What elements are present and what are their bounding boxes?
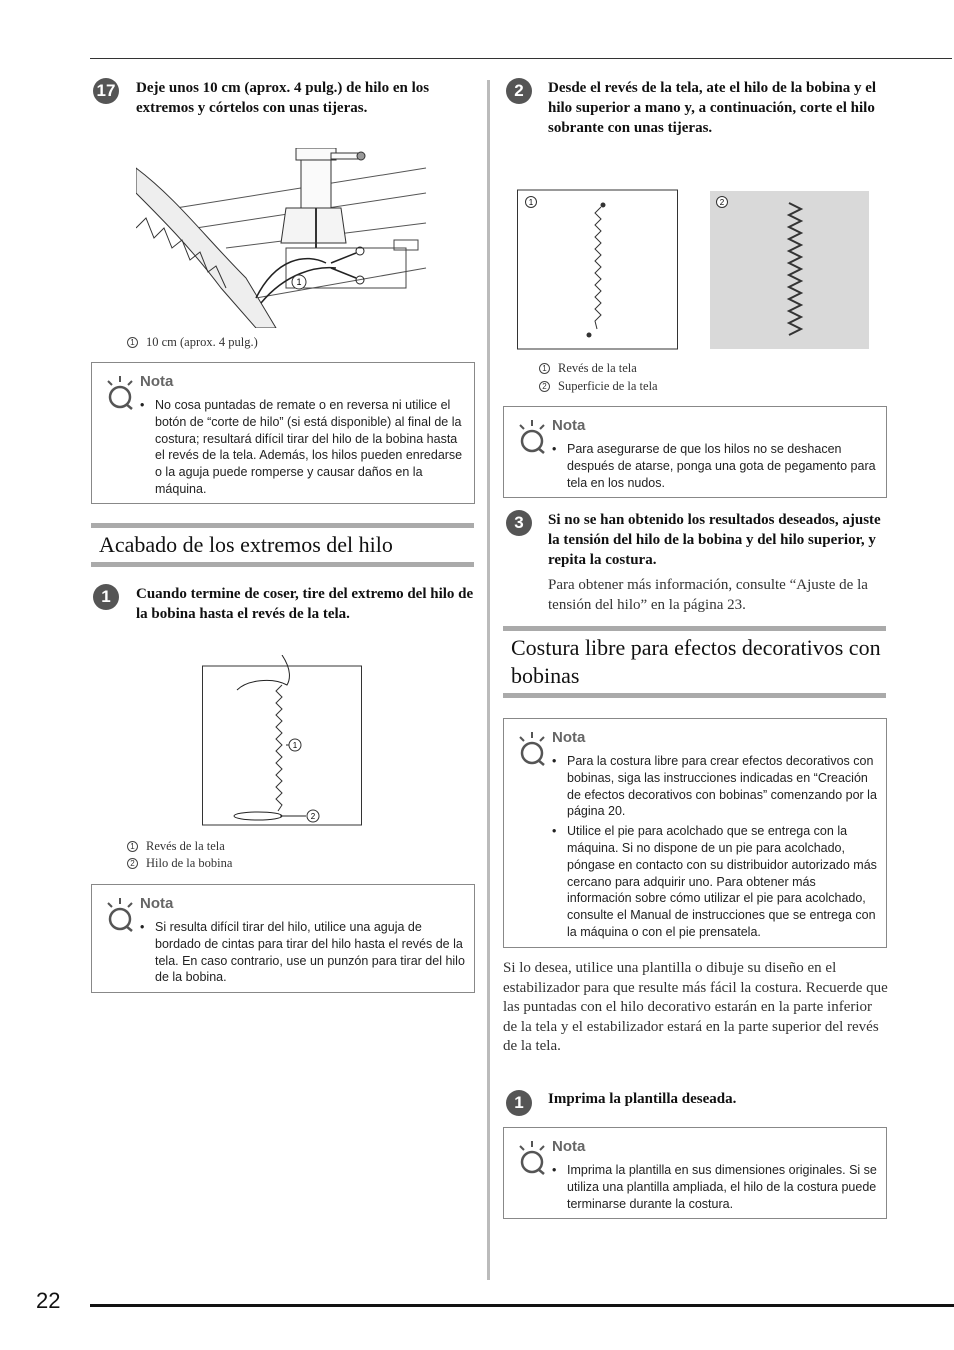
note-list <box>552 441 880 494</box>
note-list <box>552 1162 880 1215</box>
section-heading-1 <box>91 523 474 567</box>
lightbulb-note-icon <box>516 1140 550 1176</box>
note-box-3 <box>503 406 887 498</box>
note-list <box>140 397 468 501</box>
fig3-caption-2: 2 Superficie de la tela <box>539 378 658 395</box>
lightbulb-note-icon <box>516 731 550 767</box>
callout-1: 1 <box>296 277 302 287</box>
fig2-caption-1: 1 Revés de la tela <box>127 838 225 855</box>
section-heading-2 <box>503 626 886 698</box>
note-item: • Para la costura libre para crear efectos decorativos con bobinas, siga las instrucciones indicadas en “Creación de efectos decorativos con bobinas” comenzando por la página 20. <box>552 753 880 820</box>
step-3-text: Si no se han obtenido los resultados deseados, ajuste la tensión del hilo de la bobina y del hilo superior, y repita la costura. <box>548 512 881 568</box>
section-title: Costura libre para efectos decorativos con bobinas <box>511 635 881 688</box>
bobbin-thread-figure <box>202 655 364 829</box>
note-list <box>552 753 880 944</box>
step-3-body: Para obtener más información, consulte “Ajuste de la tensión del hilo” en la página 23. <box>548 577 868 613</box>
column-divider <box>487 80 490 1280</box>
bottom-rule <box>90 1304 954 1307</box>
step-badge-17: 17 <box>93 78 119 104</box>
fig3-caption-1: 1 Revés de la tela <box>539 360 637 377</box>
note-list <box>140 919 468 989</box>
note-title: Nota <box>552 729 586 746</box>
step-badge-4: 1 <box>506 1090 532 1116</box>
knot-figures <box>517 189 871 351</box>
fig2-caption-2: 2 Hilo de la bobina <box>127 855 232 872</box>
note-title: Nota <box>552 417 586 434</box>
lightbulb-note-icon <box>104 375 138 411</box>
note-item: • Utilice el pie para acolchado que se entrega con la máquina. Si no dispone de un pie para acolchado, póngase en contacto con su distribuidor autorizado más cercano para adquirir uno. Para obtener más información sobre cómo utilizar el pie para acolchado, consulte el Manual de instrucciones que se entrega con la máquina o con el pie prensatela. <box>552 823 880 941</box>
fig3-label-1: 1 <box>528 198 534 207</box>
step-1-text: Cuando termine de coser, tire del extremo del hilo de la bobina hasta el revés de la tela. <box>136 586 474 622</box>
step-17-text: Deje unos 10 cm (aprox. 4 pulg.) de hilo en los extremos y córtelos con unas tijeras. <box>136 80 430 116</box>
step-4-text: Imprima la plantilla deseada. <box>548 1091 737 1107</box>
step-badge-1: 1 <box>93 584 119 610</box>
section-2-body: Si lo desea, utilice una plantilla o dibuje su diseño en el estabilizador para que resulte más fácil la costura. Recuerde que las puntadas con el hilo decorativo estarán en la parte inferior de la tela y el estabilizador estará en la parte superior del revés de la tela. <box>503 960 888 1054</box>
note-title: Nota <box>140 373 174 390</box>
lightbulb-note-icon <box>104 897 138 933</box>
note-box-4 <box>503 718 887 948</box>
callout-1: 1 <box>292 741 298 750</box>
note-item: • Imprima la plantilla en sus dimensiones originales. Si se utiliza una plantilla ampliada, el hilo de la costura puede terminarse durante la costura. <box>552 1162 880 1212</box>
note-title: Nota <box>140 895 174 912</box>
step-2-text: Desde el revés de la tela, ate el hilo de la bobina y el hilo superior a mano y, a continuación, corte el hilo sobrante con unas tijeras. <box>548 80 877 136</box>
note-box-2 <box>91 884 475 993</box>
note-item: • Si resulta difícil tirar del hilo, utilice una aguja de bordado de cintas para tirar del hilo hasta el revés de la tela. En caso contrario, use un punzón para tirar del hilo de la bobina. <box>140 919 468 986</box>
note-box-5 <box>503 1127 887 1219</box>
note-item: • No cosa puntadas de remate o en reversa ni utilice el botón de “corte de hilo” (si está disponible) al final de la costura; resultará difícil tirar del hilo de la bobina hasta el revés de la tela. Además, los hilos pueden enredarse o la aguja puede romperse y causar daños en la máquina. <box>140 397 468 498</box>
callout-2: 2 <box>310 812 316 821</box>
note-item: • Para asegurarse de que los hilos no se deshacen después de atarse, ponga una gota de pegamento para tela en los nudos. <box>552 441 880 491</box>
note-title: Nota <box>552 1138 586 1155</box>
top-rule <box>90 58 952 59</box>
note-box-1 <box>91 362 475 504</box>
step-badge-3: 3 <box>506 510 532 536</box>
fig3-label-2: 2 <box>719 198 725 207</box>
fig1-caption: 1 10 cm (aprox. 4 pulg.) <box>127 334 258 351</box>
page-number: 22 <box>36 1288 61 1313</box>
section-title: Acabado de los extremos del hilo <box>99 532 393 557</box>
lightbulb-note-icon <box>516 419 550 455</box>
step-badge-2: 2 <box>506 78 532 104</box>
sewing-machine-illustration <box>136 148 428 328</box>
